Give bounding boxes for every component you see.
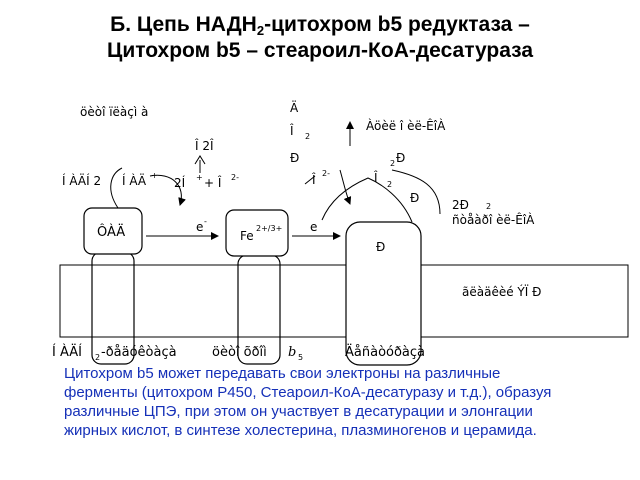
electron-label-2: e (310, 220, 318, 234)
nad-plus: + (151, 171, 158, 180)
title-line-1: Б. Цепь $НАДН_2$-цитохром b5 редуктаза – (110, 13, 530, 38)
o-mid-charge: 2- (322, 169, 330, 178)
o2-mid2-sub: 2 (387, 180, 393, 189)
electron-sup-1: - (204, 217, 207, 226)
o2-right-label: Î (290, 124, 294, 138)
membrane-label: ãëàäêèé ÝÏ Ð (462, 285, 542, 299)
description-line-3: различные ЦПЭ, при этом он участвует в десатурации и элонгации (64, 403, 533, 420)
acyl-coa-label: Àöèë î èë-ÊîÀ (366, 119, 446, 133)
o-mid-label: Î (312, 173, 316, 187)
o2-mid2-label: Î (374, 171, 378, 185)
right-bottom-2: 2 (486, 202, 492, 211)
bottom-reductase-sub: 2 (95, 353, 101, 362)
desaturase-symbol: Ð (376, 240, 386, 254)
top-glyph: Ä (290, 101, 299, 115)
desaturase-arc (322, 178, 412, 222)
bottom-b-label: b (288, 345, 297, 360)
2h-label: 2Í (174, 176, 186, 190)
description-line-4: жирных кислот, в синтезе холестерина, плазминогенов и церамида. (64, 422, 537, 439)
nadh2-label: Í ÀÄÍ 2 (62, 174, 102, 188)
fad-label: ÔÀÄ (97, 225, 126, 240)
2h-right-label: 2Ð (452, 198, 469, 212)
bottom-desaturase-label: Äåñàòóðàçà (345, 345, 426, 360)
h-right2-label: Ð (410, 191, 420, 205)
description-line-1: Цитохром b5 может передавать свои электроны на различные (64, 365, 501, 382)
bottom-reductase-b: -ðåäóêòàçà (101, 345, 177, 360)
right-2: 2 (390, 159, 396, 168)
er-membrane (60, 265, 628, 337)
nad-label: Í ÀÄ (122, 174, 147, 188)
bottom-cytb5-label: öèòî õðîì (212, 345, 267, 360)
o2-top-label: Î 2Î (195, 139, 214, 153)
fe-label: Fe (240, 229, 254, 243)
h-right-label: Ð (396, 151, 406, 165)
o-mid-arrow (340, 170, 350, 204)
top-left-label: öèòî ïëàçì à (80, 105, 149, 119)
title-line-2: Цитохром b5 – стеароил-КоА-десатураза (106, 39, 534, 62)
electron-label-1: e (196, 220, 204, 234)
o2-right-sub: 2 (305, 132, 311, 141)
h-mid-label: Ð (290, 151, 300, 165)
bottom-b-sub: 5 (298, 353, 304, 362)
cytb5-head (226, 210, 288, 256)
water-up-arrow (195, 156, 205, 173)
plus-o-label: + Î (204, 176, 222, 190)
nadh-curve-arrow (111, 168, 122, 208)
description-line-2: ферменты (цитохром Р450, Стеароил-КоА-десатуразу и т.д.), образуя (64, 384, 552, 401)
stearoyl-coa-label: ñòåàðî èë-ÊîÀ (452, 213, 535, 227)
description-text (64, 364, 624, 440)
2h-plus: + (196, 173, 203, 182)
bottom-reductase-a: Í ÀÄÍ (52, 345, 82, 360)
fe-sup: 2+/3+ (256, 224, 283, 233)
o-charge: 2- (231, 173, 239, 182)
